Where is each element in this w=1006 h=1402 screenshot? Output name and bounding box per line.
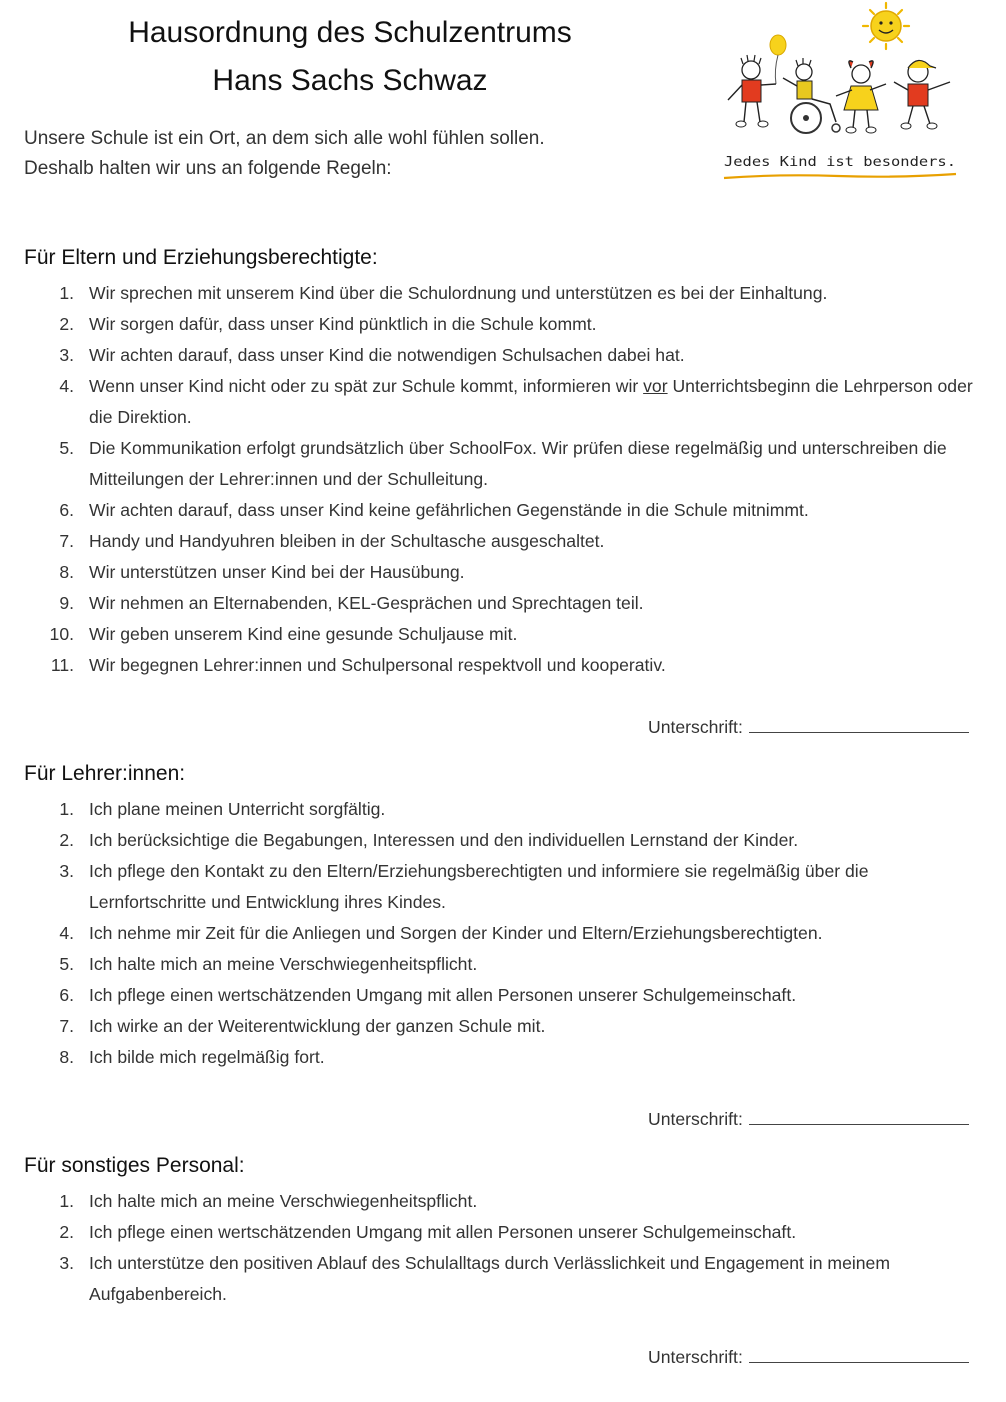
- list-item: 7. Ich wirke an der Weiterentwicklung der ganzen Schule mit.: [59, 1016, 546, 1036]
- intro-line-1: Unsere Schule ist ein Ort, an dem sich alle wohl fühlen sollen.: [24, 128, 545, 149]
- document-title-line-2: Hans Sachs Schwaz: [212, 64, 488, 97]
- list-item: 4. Wenn unser Kind nicht oder zu spät zur Schule kommt, informieren wir vor Unterrichtsbeginn die Lehrperson oder die Direktion.: [59, 376, 973, 427]
- child-figure-wheelchair: [783, 58, 840, 133]
- intro-text: [24, 124, 545, 184]
- parents-rules-list: [0, 278, 990, 681]
- list-item: 11. Wir begegnen Lehrer:innen und Schulpersonal respektvoll und kooperativ.: [50, 655, 666, 675]
- list-item: 3. Wir achten darauf, dass unser Kind die notwendigen Schulsachen dabei hat.: [59, 345, 685, 365]
- signature-line-teachers[interactable]: [648, 1108, 969, 1130]
- list-item: 9. Wir nehmen an Elternabenden, KEL-Gesprächen und Sprechtagen teil.: [59, 593, 644, 613]
- balloon-icon: [770, 35, 786, 84]
- signature-label: Unterschrift:: [648, 1347, 743, 1367]
- document-title-line-1: Hausordnung des Schulzentrums: [128, 16, 572, 49]
- list-item: 3. Ich unterstütze den positiven Ablauf des Schulalltags durch Verlässlichkeit und Engagement in meinem Aufgabenbereich.: [59, 1253, 890, 1304]
- child-figure-cap: [894, 60, 950, 129]
- logo-tagline: Jedes Kind ist besonders.: [724, 154, 956, 170]
- signature-label: Unterschrift:: [648, 717, 743, 737]
- child-figure-girl: [836, 61, 886, 133]
- emphasis-vor: vor: [643, 376, 668, 396]
- list-item: 5. Ich halte mich an meine Verschwiegenheitspflicht.: [59, 954, 478, 974]
- list-item: 4. Ich nehme mir Zeit für die Anliegen und Sorgen der Kinder und Eltern/Erziehungsberechtigten.: [59, 923, 823, 943]
- list-item: 7. Handy und Handyuhren bleiben in der Schultasche ausgeschaltet.: [59, 531, 605, 551]
- list-item: 8. Wir unterstützen unser Kind bei der Hausübung.: [59, 562, 465, 582]
- signature-label: Unterschrift:: [648, 1109, 743, 1129]
- section-title-parents: Für Eltern und Erziehungsberechtigte:: [24, 246, 378, 269]
- signature-line-parents[interactable]: [648, 716, 969, 738]
- section-title-staff: Für sonstiges Personal:: [24, 1154, 245, 1177]
- teachers-rules-list: [0, 794, 990, 1073]
- list-item: 6. Wir achten darauf, dass unser Kind keine gefährlichen Gegenstände in die Schule mitnimmt.: [59, 500, 809, 520]
- school-logo: [718, 0, 968, 190]
- list-item: 6. Ich pflege einen wertschätzenden Umgang mit allen Personen unserer Schulgemeinschaft.: [59, 985, 797, 1005]
- signature-line-staff[interactable]: [648, 1346, 969, 1368]
- logo-underline: [724, 174, 956, 178]
- list-item: 2. Ich berücksichtige die Begabungen, Interessen und den individuellen Lernstand der Kinder.: [59, 830, 799, 850]
- list-item: 1. Ich halte mich an meine Verschwiegenheitspflicht.: [59, 1191, 478, 1211]
- signature-field[interactable]: [749, 1346, 969, 1363]
- child-figure-red: [728, 55, 776, 127]
- list-item: 1. Ich plane meinen Unterricht sorgfältig.: [59, 799, 386, 819]
- signature-field[interactable]: [749, 1108, 969, 1125]
- list-item: 1. Wir sprechen mit unserem Kind über die Schulordnung und unterstützen es bei der Einhaltung.: [59, 283, 828, 303]
- signature-field[interactable]: [749, 716, 969, 733]
- list-item: 2. Wir sorgen dafür, dass unser Kind pünktlich in die Schule kommt.: [59, 314, 597, 334]
- list-item: 3. Ich pflege den Kontakt zu den Eltern/Erziehungsberechtigten und informiere sie regelmäßig über die Lernfortschritte und Entwicklung ihres Kindes.: [59, 861, 869, 912]
- intro-line-2: Deshalb halten wir uns an folgende Regeln:: [24, 158, 392, 179]
- section-title-teachers: Für Lehrer:innen:: [24, 762, 186, 785]
- list-item: 8. Ich bilde mich regelmäßig fort.: [59, 1047, 325, 1067]
- list-item: 5. Die Kommunikation erfolgt grundsätzlich über SchoolFox. Wir prüfen diese regelmäßig und unterschreiben die Mitteilungen der Lehrer:innen und der Schulleitung.: [59, 438, 947, 489]
- list-item: 2. Ich pflege einen wertschätzenden Umgang mit allen Personen unserer Schulgemeinschaft.: [59, 1222, 797, 1242]
- list-item: 10. Wir geben unserem Kind eine gesunde Schuljause mit.: [49, 624, 518, 644]
- staff-rules-list: [0, 1186, 990, 1310]
- sun-icon: [863, 3, 909, 49]
